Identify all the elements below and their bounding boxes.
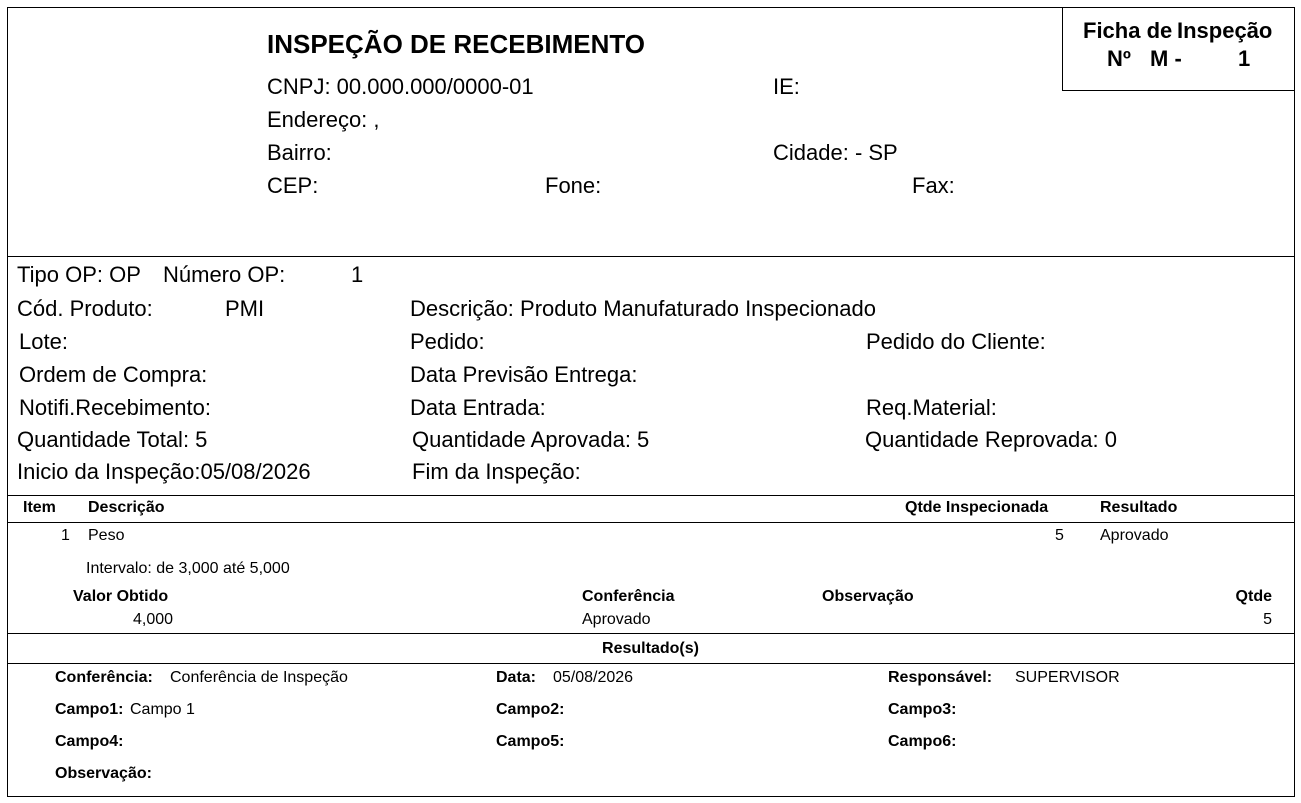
pedido: Pedido: (410, 329, 485, 354)
row-item: 1 (61, 527, 70, 544)
data-entrada: Data Entrada: (410, 395, 546, 420)
row-intervalo: Intervalo: de 3,000 até 5,000 (86, 560, 290, 577)
sub-header-conferencia: Conferência (582, 588, 675, 605)
sub-header-valor-obtido: Valor Obtido (73, 588, 169, 605)
row-descricao: Peso (88, 527, 125, 544)
endereco: Endereço: , (267, 107, 380, 132)
row-resultado: Aprovado (1100, 527, 1169, 544)
campo4-label: Campo4: (55, 733, 124, 750)
qtd-reprovada: Quantidade Reprovada: 0 (865, 427, 1117, 452)
data-value: 05/08/2026 (553, 669, 634, 686)
col-header-descricao: Descrição (88, 499, 165, 516)
cidade: Cidade: - SP (773, 140, 898, 165)
cod-produto: PMI (225, 296, 265, 321)
numero-op-label: Número OP: (163, 262, 286, 287)
notifi-recebimento: Notifi.Recebimento: (19, 395, 211, 420)
tipo-op: Tipo OP: OP (17, 262, 141, 287)
campo1-value: Campo 1 (130, 701, 195, 718)
responsavel-label: Responsável: (888, 669, 993, 686)
campo2-label: Campo2: (496, 701, 565, 718)
ie: IE: (773, 74, 800, 99)
fim-inspecao: Fim da Inspeção: (412, 459, 581, 484)
inicio-inspecao: Inicio da Inspeção:05/08/2026 (17, 459, 311, 484)
cod-produto-label: Cód. Produto: (17, 296, 153, 321)
page-title: INSPEÇÃO DE RECEBIMENTO (267, 29, 646, 59)
campo1-label: Campo1: (55, 701, 124, 718)
fax: Fax: (912, 173, 955, 198)
ficha-label-2: Inspeção (1177, 18, 1273, 43)
fone: Fone: (545, 173, 602, 198)
ficha-label-1: Ficha de (1083, 18, 1173, 43)
ficha-numero-label: Nº (1107, 46, 1131, 71)
conferencia-value: Conferência de Inspeção (170, 669, 348, 686)
req-material: Req.Material: (866, 395, 997, 420)
numero-op: 1 (351, 262, 364, 287)
campo5-label: Campo5: (496, 733, 565, 750)
col-header-item: Item (23, 499, 56, 516)
data-previsao: Data Previsão Entrega: (410, 362, 638, 387)
data-label: Data: (496, 669, 537, 686)
ficha-numero: 1 (1238, 46, 1251, 71)
ordem-compra: Ordem de Compra: (19, 362, 208, 387)
row-qtde: 5 (1055, 527, 1064, 544)
col-header-resultado: Resultado (1100, 499, 1178, 516)
divider (7, 495, 1295, 496)
cnpj: CNPJ: 00.000.000/0000-01 (267, 74, 534, 99)
sub-header-qtde: Qtde (1235, 588, 1272, 605)
observacao-label: Observação: (55, 765, 152, 782)
divider (7, 256, 1295, 257)
campo3-label: Campo3: (888, 701, 957, 718)
sub-conferencia: Aprovado (582, 611, 651, 628)
ficha-serie: M - (1150, 46, 1182, 71)
lote: Lote: (19, 329, 68, 354)
sub-valor: 4,000 (133, 611, 174, 628)
sub-qtde: 5 (1263, 611, 1272, 628)
descricao: Descrição: Produto Manufaturado Inspecionado (410, 296, 876, 321)
col-header-qtde-inspecionada: Qtde Inspecionada (905, 499, 1049, 516)
divider (7, 522, 1295, 523)
responsavel-value: SUPERVISOR (1015, 669, 1120, 686)
bairro: Bairro: (267, 140, 332, 165)
resultados-title: Resultado(s) (602, 640, 699, 657)
sub-header-observacao: Observação (822, 588, 914, 605)
conferencia-label: Conferência: (55, 669, 153, 686)
qtd-total: Quantidade Total: 5 (17, 427, 208, 452)
pedido-cliente: Pedido do Cliente: (866, 329, 1046, 354)
qtd-aprovada: Quantidade Aprovada: 5 (412, 427, 650, 452)
campo6-label: Campo6: (888, 733, 957, 750)
cep: CEP: (267, 173, 319, 198)
